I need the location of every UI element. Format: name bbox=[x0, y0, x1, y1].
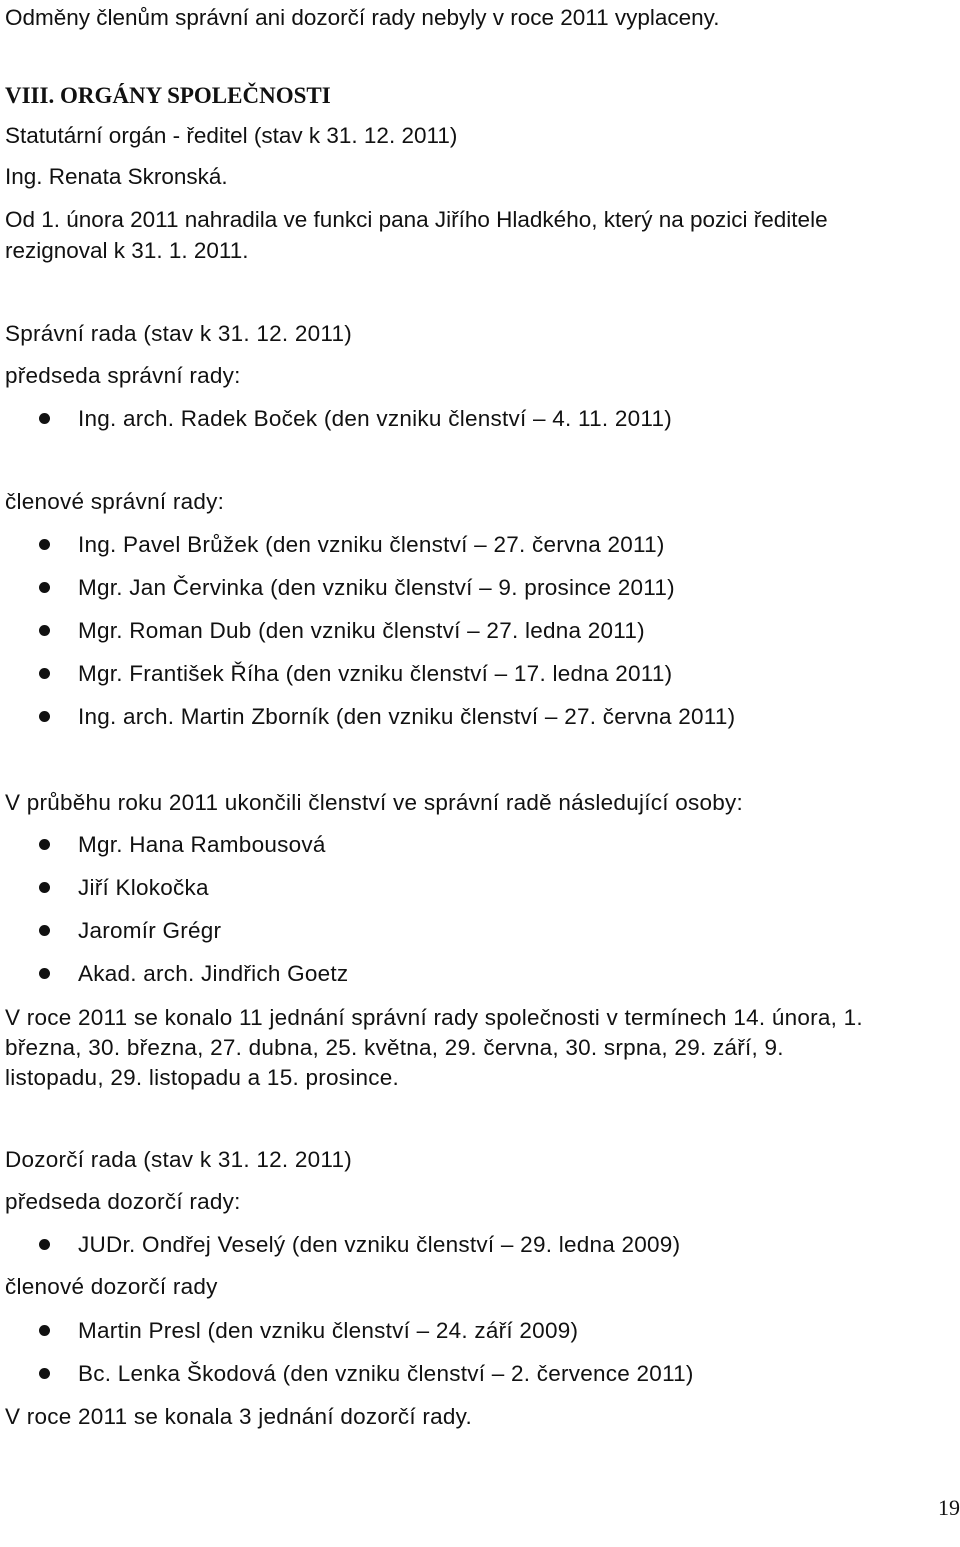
supervisory-chair: JUDr. Ondřej Veselý (den vzniku členství – 29. ledna 2009) bbox=[78, 1232, 681, 1257]
bullet-icon bbox=[39, 668, 50, 679]
board-meetings-text: března, 30. března, 27. dubna, 25. května, 29. června, 30. srpna, 29. září, 9. bbox=[5, 1035, 784, 1060]
bullet-icon bbox=[39, 413, 50, 424]
supervisory-title: Dozorčí rada (stav k 31. 12. 2011) bbox=[5, 1147, 352, 1172]
bullet-icon bbox=[39, 968, 50, 979]
bullet-icon bbox=[39, 839, 50, 850]
bullet-icon bbox=[39, 925, 50, 936]
board-meetings-text: V roce 2011 se konalo 11 jednání správní rady společnosti v termínech 14. února, 1. bbox=[5, 1005, 863, 1030]
statutory-name: Ing. Renata Skronská. bbox=[5, 164, 228, 189]
supervisory-members-label: členové dozorčí rady bbox=[5, 1274, 218, 1299]
board-chair-label: předseda správní rady: bbox=[5, 363, 241, 388]
board-ended-label: V průběhu roku 2011 ukončili členství ve správní radě následující osoby: bbox=[5, 790, 743, 815]
statutory-title: Statutární orgán - ředitel (stav k 31. 12. 2011) bbox=[5, 123, 458, 148]
board-member: Ing. Pavel Brůžek (den vzniku členství – 27. června 2011) bbox=[78, 532, 665, 557]
bullet-icon bbox=[39, 1239, 50, 1250]
bullet-icon bbox=[39, 539, 50, 550]
board-member: Ing. arch. Martin Zborník (den vzniku členství – 27. června 2011) bbox=[78, 704, 736, 729]
bullet-icon bbox=[39, 1325, 50, 1336]
page-number: 19 bbox=[938, 1495, 960, 1520]
supervisory-chair-label: předseda dozorčí rady: bbox=[5, 1189, 241, 1214]
board-ended-member: Jiří Klokočka bbox=[78, 875, 209, 900]
statutory-text: rezignoval k 31. 1. 2011. bbox=[5, 238, 249, 263]
board-member: Mgr. Roman Dub (den vzniku členství – 27. ledna 2011) bbox=[78, 618, 645, 643]
bullet-icon bbox=[39, 582, 50, 593]
bullet-icon bbox=[39, 711, 50, 722]
board-chair: Ing. arch. Radek Boček (den vzniku členství – 4. 11. 2011) bbox=[78, 406, 672, 431]
board-title: Správní rada (stav k 31. 12. 2011) bbox=[5, 321, 353, 346]
statutory-text: Od 1. února 2011 nahradila ve funkci pana Jiřího Hladkého, který na pozici ředitele bbox=[5, 207, 828, 232]
board-member: Mgr. František Říha (den vzniku členství – 17. ledna 2011) bbox=[78, 661, 673, 686]
supervisory-meetings-text: V roce 2011 se konala 3 jednání dozorčí rady. bbox=[5, 1404, 472, 1429]
supervisory-member: Martin Presl (den vzniku členství – 24. září 2009) bbox=[78, 1318, 579, 1343]
bullet-icon bbox=[39, 1368, 50, 1379]
bullet-icon bbox=[39, 882, 50, 893]
board-ended-member: Jaromír Grégr bbox=[78, 918, 222, 943]
intro-text: Odměny členům správní ani dozorčí rady nebyly v roce 2011 vyplaceny. bbox=[5, 5, 720, 30]
bullet-icon bbox=[39, 625, 50, 636]
board-member: Mgr. Jan Červinka (den vzniku členství – 9. prosince 2011) bbox=[78, 575, 675, 600]
board-ended-member: Akad. arch. Jindřich Goetz bbox=[78, 961, 349, 986]
section-heading: VIII. ORGÁNY SPOLEČNOSTI bbox=[5, 83, 331, 108]
supervisory-member: Bc. Lenka Škodová (den vzniku členství – 2. července 2011) bbox=[78, 1361, 694, 1386]
board-ended-member: Mgr. Hana Rambousová bbox=[78, 832, 326, 857]
board-meetings-text: listopadu, 29. listopadu a 15. prosince. bbox=[5, 1065, 400, 1090]
board-members-label: členové správní rady: bbox=[5, 489, 225, 514]
